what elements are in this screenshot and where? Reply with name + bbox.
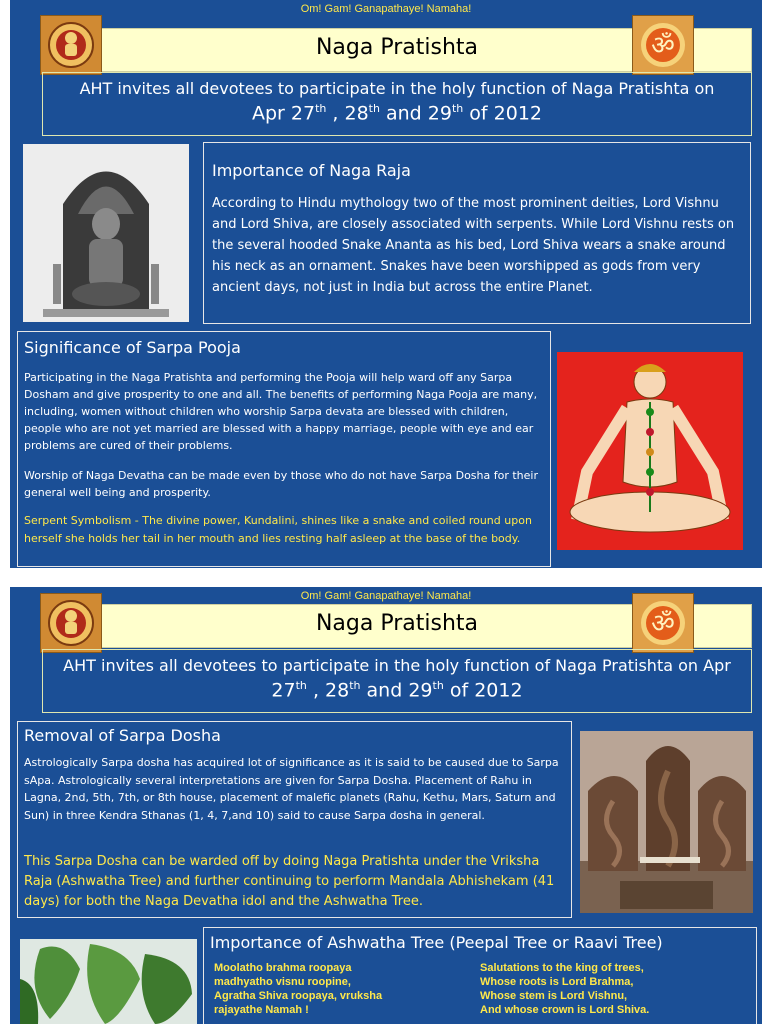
date-sup: th	[451, 102, 464, 115]
sarpa-dosha-remedy-text: This Sarpa Dosha can be warded off by doing Naga Pratishta under the Vriksha Raja (Ashwatha Tree) and further continuing to perform Mandala Abhishekam (41 days) for both the Naga Devatha idol and the Ashwatha Tree.	[24, 854, 555, 909]
mantra-header: Om! Gam! Ganapathaye! Namaha!	[300, 590, 472, 602]
ganesha-emblem-icon	[40, 15, 102, 75]
invitation-banner	[42, 72, 752, 136]
section-heading: Importance of Ashwatha Tree (Peepal Tree or Raavi Tree)	[210, 933, 663, 952]
event-dates	[43, 102, 751, 124]
verse-line: Whose stem is Lord Vishnu,	[480, 990, 628, 1002]
sarpa-pooja-section	[17, 331, 551, 567]
date-text: of 2012	[443, 679, 523, 702]
naga-raja-idol-image	[23, 144, 189, 322]
date-text: of 2012	[463, 102, 543, 125]
sarpa-dosha-section	[17, 721, 572, 918]
date-sup: th	[368, 102, 380, 115]
section-body: Participating in the Naga Pratishta and performing the Pooja will help ward off any Sarpa Dosham and give prosperity to one and all. The benefits of performing Naga Pooja are many, including, women without children who worship Sarpa devata are blessed with children, people who are not yet married are blessed with a happy marriage, people with eye and ear problems are cured of their problems.	[24, 371, 538, 452]
invitation-text: AHT invites all devotees to participate in the holy function of Naga Pratishta on	[79, 79, 715, 98]
svg-text:ॐ: ॐ	[651, 31, 675, 61]
date-text: 27	[271, 679, 296, 702]
date-text: , 28	[306, 679, 350, 702]
mantra-header: Om! Gam! Ganapathaye! Namaha!	[300, 3, 472, 15]
section-body: According to Hindu mythology two of the most prominent deities, Lord Vishnu and Lord Shiva, are closely associated with serpents. While Lord Vishnu rests on the several hooded Snake Ananta as his bed, Lord Shiva wears a snake around his neck as an ornament. Snakes have been worshipped as gods from very ancient days, not just in India but across the entire Planet.	[212, 196, 735, 295]
naga-stones-image	[580, 731, 753, 913]
verse-line: Salutations to the king of trees,	[480, 962, 644, 974]
date-sup: th	[315, 102, 327, 115]
invitation-text: AHT invites all devotees to participate in the holy function of Naga Pratishta on Apr	[63, 656, 731, 675]
date-sup: th	[432, 679, 444, 692]
naga-raja-section	[203, 142, 751, 324]
serpent-symbolism-text: Serpent Symbolism - The divine power, Kundalini, shines like a snake and coiled round upon herself she holds her tail in her mouth and lies resting half asleep at the base of the body.	[24, 514, 532, 545]
ashwatha-tree-section	[203, 927, 757, 1024]
date-text: and 29	[379, 102, 452, 125]
sanskrit-verse	[214, 961, 469, 1017]
om-emblem-icon	[632, 15, 694, 75]
date-text: , 28	[326, 102, 369, 125]
ganesha-emblem-icon	[40, 593, 102, 653]
date-text: Apr 27	[251, 102, 316, 125]
event-dates	[43, 679, 751, 701]
english-translation	[480, 961, 750, 1017]
slide-sarpa-dosha	[10, 587, 762, 1024]
kundalini-image	[557, 352, 743, 550]
page-title: Naga Pratishta	[315, 35, 479, 60]
date-sup: th	[349, 679, 361, 692]
peepal-leaves-image	[20, 939, 197, 1024]
section-heading: Significance of Sarpa Pooja	[24, 338, 241, 357]
section-body: Astrologically Sarpa dosha has acquired lot of significance as it is said to be caused due to Sarpa sApa. Astrologically several interpretations are given for Sarpa Dosha. Placement of Rahu in Lagna, 2nd, 5th, 7th, or 8th house, placement of malefic planets (Rahu, Kethu, Mars, Saturn and Sun) in three Kendra Sthanas (1, 4, 7,and 10) said to cause Sarpa dosha in general.	[24, 756, 559, 822]
om-emblem-icon	[632, 593, 694, 653]
invitation-banner	[42, 649, 752, 713]
section-body: Worship of Naga Devatha can be made even by those who do not have Sarpa Dosha for their general well being and prosperity.	[24, 469, 538, 499]
section-heading: Importance of Naga Raja	[212, 161, 411, 180]
verse-line: Moolatho brahma roopaya	[214, 962, 352, 974]
section-heading: Removal of Sarpa Dosha	[24, 726, 221, 745]
date-text: and 29	[360, 679, 433, 702]
verse-line: And whose crown is Lord Shiva.	[480, 1004, 650, 1016]
verse-line: Agratha Shiva roopaya, vruksha	[214, 990, 383, 1002]
svg-text:ॐ: ॐ	[651, 609, 675, 639]
date-sup: th	[295, 679, 307, 692]
verse-line: Whose roots is Lord Brahma,	[480, 976, 634, 988]
verse-line: madhyatho visnu roopine,	[214, 976, 351, 988]
slide-naga-raja	[10, 0, 762, 568]
page-title: Naga Pratishta	[315, 611, 479, 636]
verse-line: rajayathe Namah !	[214, 1004, 309, 1016]
